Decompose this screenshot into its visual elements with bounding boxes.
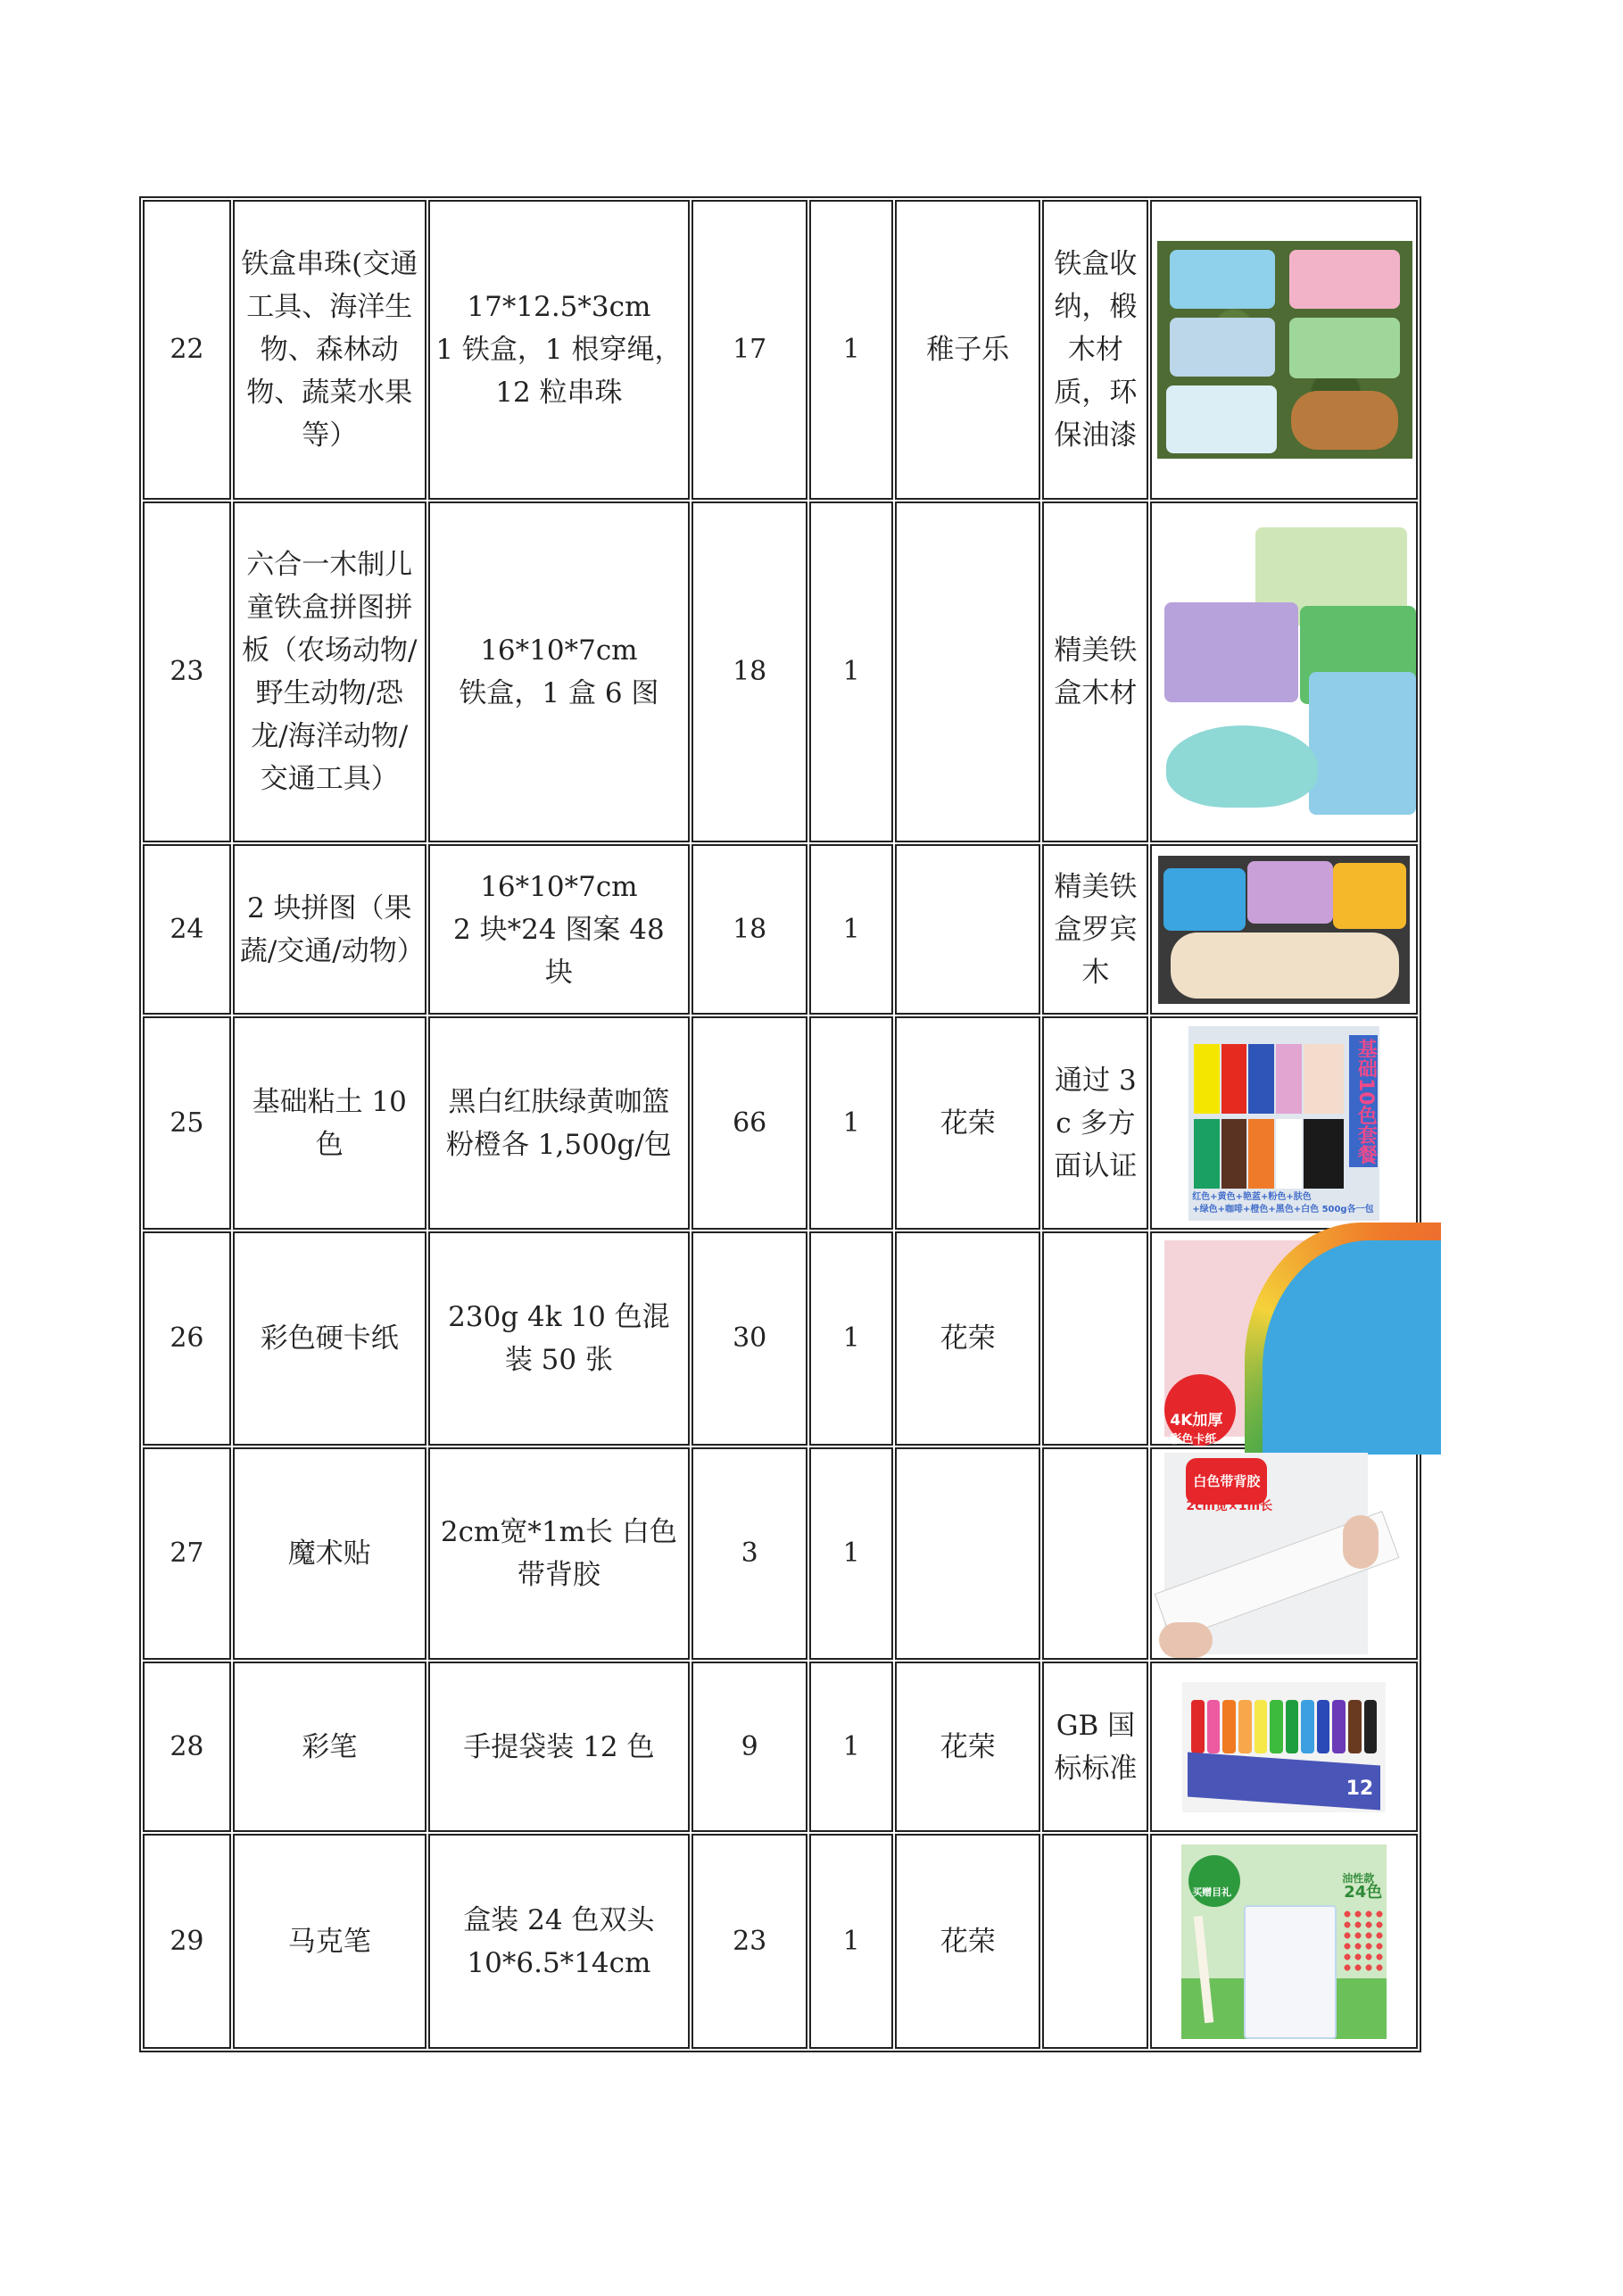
- item-brand: [895, 844, 1040, 1015]
- marker-type: 油性款: [1342, 1871, 1375, 1885]
- table-row: [143, 844, 1418, 1015]
- item-image-cell: [1150, 1016, 1418, 1230]
- item-spec: [428, 1834, 690, 2049]
- item-image-cell: [1150, 200, 1418, 500]
- marker-count: 24色: [1344, 1882, 1383, 1902]
- table-row: [143, 200, 1418, 500]
- product-image: [1157, 520, 1416, 824]
- item-brand: 稚子乐: [895, 200, 1040, 500]
- item-price: 66: [691, 1016, 807, 1230]
- spec-line: 2cm宽*1m长 白色带背胶: [440, 1516, 677, 1591]
- item-name: 基础粘土 10 色: [233, 1016, 426, 1230]
- item-brand: 花荣: [895, 1231, 1040, 1446]
- spec-line: 黑白红肤绿黄咖篮粉橙各 1,500g/包: [445, 1085, 672, 1161]
- product-image: [1188, 1026, 1379, 1221]
- item-spec: [428, 1447, 690, 1660]
- item-price: 23: [691, 1834, 807, 2049]
- item-number: 23: [143, 501, 231, 842]
- cardboard-label-1: 4K加厚: [1170, 1412, 1223, 1430]
- item-image-cell: [1150, 844, 1418, 1015]
- item-brand: 花荣: [895, 1016, 1040, 1230]
- item-quantity: 1: [809, 1231, 893, 1446]
- item-price: 18: [691, 501, 807, 842]
- item-price: 9: [691, 1662, 807, 1832]
- item-quantity: 1: [809, 1447, 893, 1660]
- item-certification: 铁盒收纳，椴木材质，环保油漆: [1042, 200, 1148, 500]
- table-row: [143, 1447, 1418, 1660]
- spec-line: 17*12.5*3cm: [467, 291, 651, 323]
- cardboard-label-2: 彩色卡纸: [1170, 1433, 1217, 1446]
- table-row: [143, 1231, 1418, 1446]
- spec-line: 10*6.5*14cm: [467, 1946, 651, 1979]
- item-certification: [1042, 1231, 1148, 1446]
- table-row: [143, 501, 1418, 842]
- spec-line: 230g 4k 10 色混装 50 张: [448, 1301, 670, 1376]
- table-row: [143, 1016, 1418, 1230]
- item-quantity: 1: [809, 1662, 893, 1832]
- item-price: 17: [691, 200, 807, 500]
- product-image: [1158, 856, 1410, 1004]
- item-name: 铁盒串珠(交通工具、海洋生物、森林动物、蔬菜水果等）: [233, 200, 426, 500]
- item-name: 六合一木制儿童铁盒拼图拼板（农场动物/野生动物/恐龙/海洋动物/交通工具）: [233, 501, 426, 842]
- item-certification: GB 国标标准: [1042, 1662, 1148, 1832]
- item-brand: 花荣: [895, 1834, 1040, 2049]
- item-number: 22: [143, 200, 231, 500]
- item-number: 29: [143, 1834, 231, 2049]
- table-row: [143, 1834, 1418, 2049]
- item-spec: [428, 1662, 690, 1832]
- item-certification: 精美铁盒木材: [1042, 501, 1148, 842]
- item-image-cell: [1150, 1447, 1418, 1660]
- product-image: [1182, 1682, 1386, 1812]
- product-image: [1164, 1240, 1368, 1446]
- item-price: 18: [691, 844, 807, 1015]
- item-certification: 通过 3c 多方面认证: [1042, 1016, 1148, 1230]
- velcro-badge: 白色带背胶: [1186, 1458, 1267, 1504]
- item-spec: [428, 1231, 690, 1446]
- item-name: 彩色硬卡纸: [233, 1231, 426, 1446]
- product-image: [1181, 1844, 1387, 2039]
- spec-line: 2 块*24 图案 48 块: [453, 913, 665, 989]
- item-name: 彩笔: [233, 1662, 426, 1832]
- marker-gift-text: 买赠目礼: [1192, 1886, 1232, 1898]
- item-number: 26: [143, 1231, 231, 1446]
- item-quantity: 1: [809, 501, 893, 842]
- clay-badge-text: 基础10色套餐: [1349, 1035, 1378, 1168]
- item-number: 27: [143, 1447, 231, 1660]
- spec-line: 12 粒串珠: [495, 377, 623, 409]
- item-name: 魔术贴: [233, 1447, 426, 1660]
- clay-caption-2: +绿色+咖啡+橙色+黑色+白色 500g各一包: [1192, 1204, 1374, 1214]
- item-brand: [895, 1447, 1040, 1660]
- item-spec: [428, 1016, 690, 1230]
- pens-count: 12: [1346, 1777, 1374, 1800]
- item-brand: 花荣: [895, 1662, 1040, 1832]
- item-number: 28: [143, 1662, 231, 1832]
- item-brand: [895, 501, 1040, 842]
- item-quantity: 1: [809, 200, 893, 500]
- item-image-cell: [1150, 1834, 1418, 2049]
- table-row: [143, 1662, 1418, 1832]
- item-quantity: 1: [809, 844, 893, 1015]
- item-number: 24: [143, 844, 231, 1015]
- product-image: [1157, 241, 1412, 459]
- item-spec: [428, 200, 690, 500]
- item-certification: [1042, 1447, 1148, 1660]
- velcro-size: 2cm宽×1m长: [1186, 1499, 1273, 1513]
- item-quantity: 1: [809, 1016, 893, 1230]
- item-certification: 精美铁盒罗宾木: [1042, 844, 1148, 1015]
- item-certification: [1042, 1834, 1148, 2049]
- product-table: [139, 196, 1421, 2052]
- spec-line: 16*10*7cm: [480, 634, 638, 667]
- item-spec: [428, 844, 690, 1015]
- spec-line: 手提袋装 12 色: [463, 1730, 655, 1763]
- spec-line: 铁盒，1 盒 6 图: [459, 677, 659, 709]
- item-quantity: 1: [809, 1834, 893, 2049]
- spec-line: 16*10*7cm: [480, 870, 638, 903]
- item-price: 3: [691, 1447, 807, 1660]
- item-name: 马克笔: [233, 1834, 426, 2049]
- spec-line: 1 铁盒，1 根穿绳，: [435, 334, 683, 366]
- item-price: 30: [691, 1231, 807, 1446]
- item-name: 2 块拼图（果蔬/交通/动物）: [233, 844, 426, 1015]
- spec-line: 盒装 24 色双头: [463, 1903, 655, 1936]
- clay-caption-1: 红色+黄色+艳蓝+粉色+肤色: [1192, 1191, 1312, 1202]
- item-image-cell: [1150, 1662, 1418, 1832]
- item-image-cell: [1150, 501, 1418, 842]
- item-number: 25: [143, 1016, 231, 1230]
- product-image: [1164, 1453, 1368, 1654]
- item-spec: [428, 501, 690, 842]
- item-image-cell: [1150, 1231, 1418, 1446]
